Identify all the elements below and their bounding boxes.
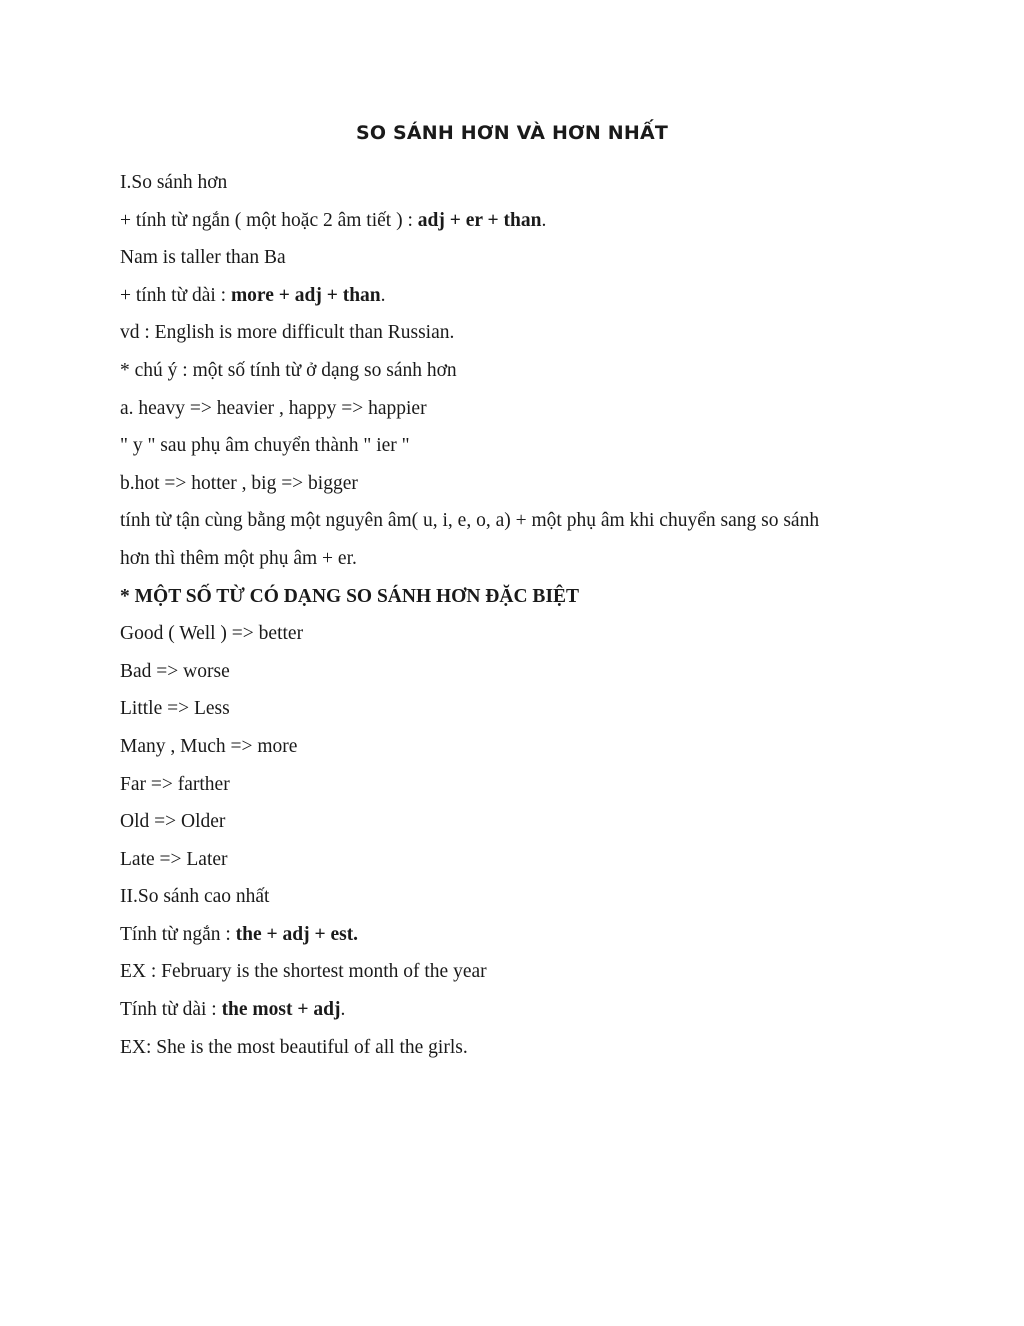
text-line xyxy=(120,318,920,356)
line-tail: . xyxy=(541,209,547,231)
text-line xyxy=(120,394,920,432)
section-heading xyxy=(120,582,920,620)
formula: adj + er + than xyxy=(417,209,542,231)
text-line xyxy=(120,694,920,732)
line-text: Nam is taller than Ba xyxy=(120,247,286,269)
text-line xyxy=(120,807,920,845)
document-body xyxy=(120,168,920,1070)
line-text: I.So sánh hơn xyxy=(120,172,228,193)
line-text: Tính từ dài : xyxy=(120,999,222,1021)
formula: the most + adj xyxy=(221,999,341,1021)
text-line xyxy=(120,732,920,770)
page-title: SO SÁNH HƠN VÀ HƠN NHẤT xyxy=(355,122,669,144)
text-line xyxy=(120,544,920,582)
line-text: * chú ý : một số tính từ ở dạng so sánh hơn xyxy=(120,359,457,381)
line-text: a. heavy => heavier , happy => happier xyxy=(120,397,427,419)
line-text: Good ( Well ) => better xyxy=(120,623,304,645)
text-line xyxy=(120,168,920,206)
line-text: " y " sau phụ âm chuyển thành " ier " xyxy=(120,435,410,457)
text-line xyxy=(120,770,920,808)
line-tail: . xyxy=(340,999,346,1021)
heading-text: * MỘT SỐ TỪ CÓ DẠNG SO SÁNH HƠN ĐẶC BIỆT xyxy=(120,585,580,607)
text-line xyxy=(120,431,920,469)
line-text: Bad => worse xyxy=(120,660,230,682)
text-line xyxy=(120,1033,920,1071)
line-text: + tính từ ngắn ( một hoặc 2 âm tiết ) : xyxy=(120,209,418,231)
text-line xyxy=(120,920,920,958)
line-text: Little => Less xyxy=(120,698,230,720)
line-text: b.hot => hotter , big => bigger xyxy=(120,472,358,494)
text-line xyxy=(120,845,920,883)
text-line xyxy=(120,506,920,544)
line-text: + tính từ dài : xyxy=(120,284,231,306)
line-text: Old => Older xyxy=(120,811,226,833)
formula: more + adj + than xyxy=(230,284,381,306)
text-line xyxy=(120,995,920,1033)
text-line xyxy=(120,469,920,507)
line-tail: . xyxy=(380,284,386,306)
line-text: Tính từ ngắn : xyxy=(120,923,236,945)
formula: the + adj + est. xyxy=(235,923,359,945)
text-line xyxy=(120,206,920,244)
line-text: hơn thì thêm một phụ âm + er. xyxy=(120,547,357,569)
text-line xyxy=(120,957,920,995)
line-text: EX: She is the most beautiful of all the girls. xyxy=(120,1036,468,1058)
text-line xyxy=(120,243,920,281)
line-text: II.So sánh cao nhất xyxy=(120,886,270,908)
line-text: tính từ tận cùng bằng một nguyên âm( u, i, e, o, a) + một phụ âm khi chuyển sang so sánh xyxy=(120,510,820,532)
line-text: Late => Later xyxy=(120,848,228,870)
text-line xyxy=(120,657,920,695)
text-line xyxy=(120,356,920,394)
line-text: EX : February is the shortest month of the year xyxy=(120,961,487,983)
line-text: vd : English is more difficult than Russian. xyxy=(120,322,455,344)
text-line xyxy=(120,619,920,657)
line-text: Far => farther xyxy=(120,773,230,795)
text-line xyxy=(120,281,920,319)
text-line xyxy=(120,882,920,920)
line-text: Many , Much => more xyxy=(120,735,298,757)
